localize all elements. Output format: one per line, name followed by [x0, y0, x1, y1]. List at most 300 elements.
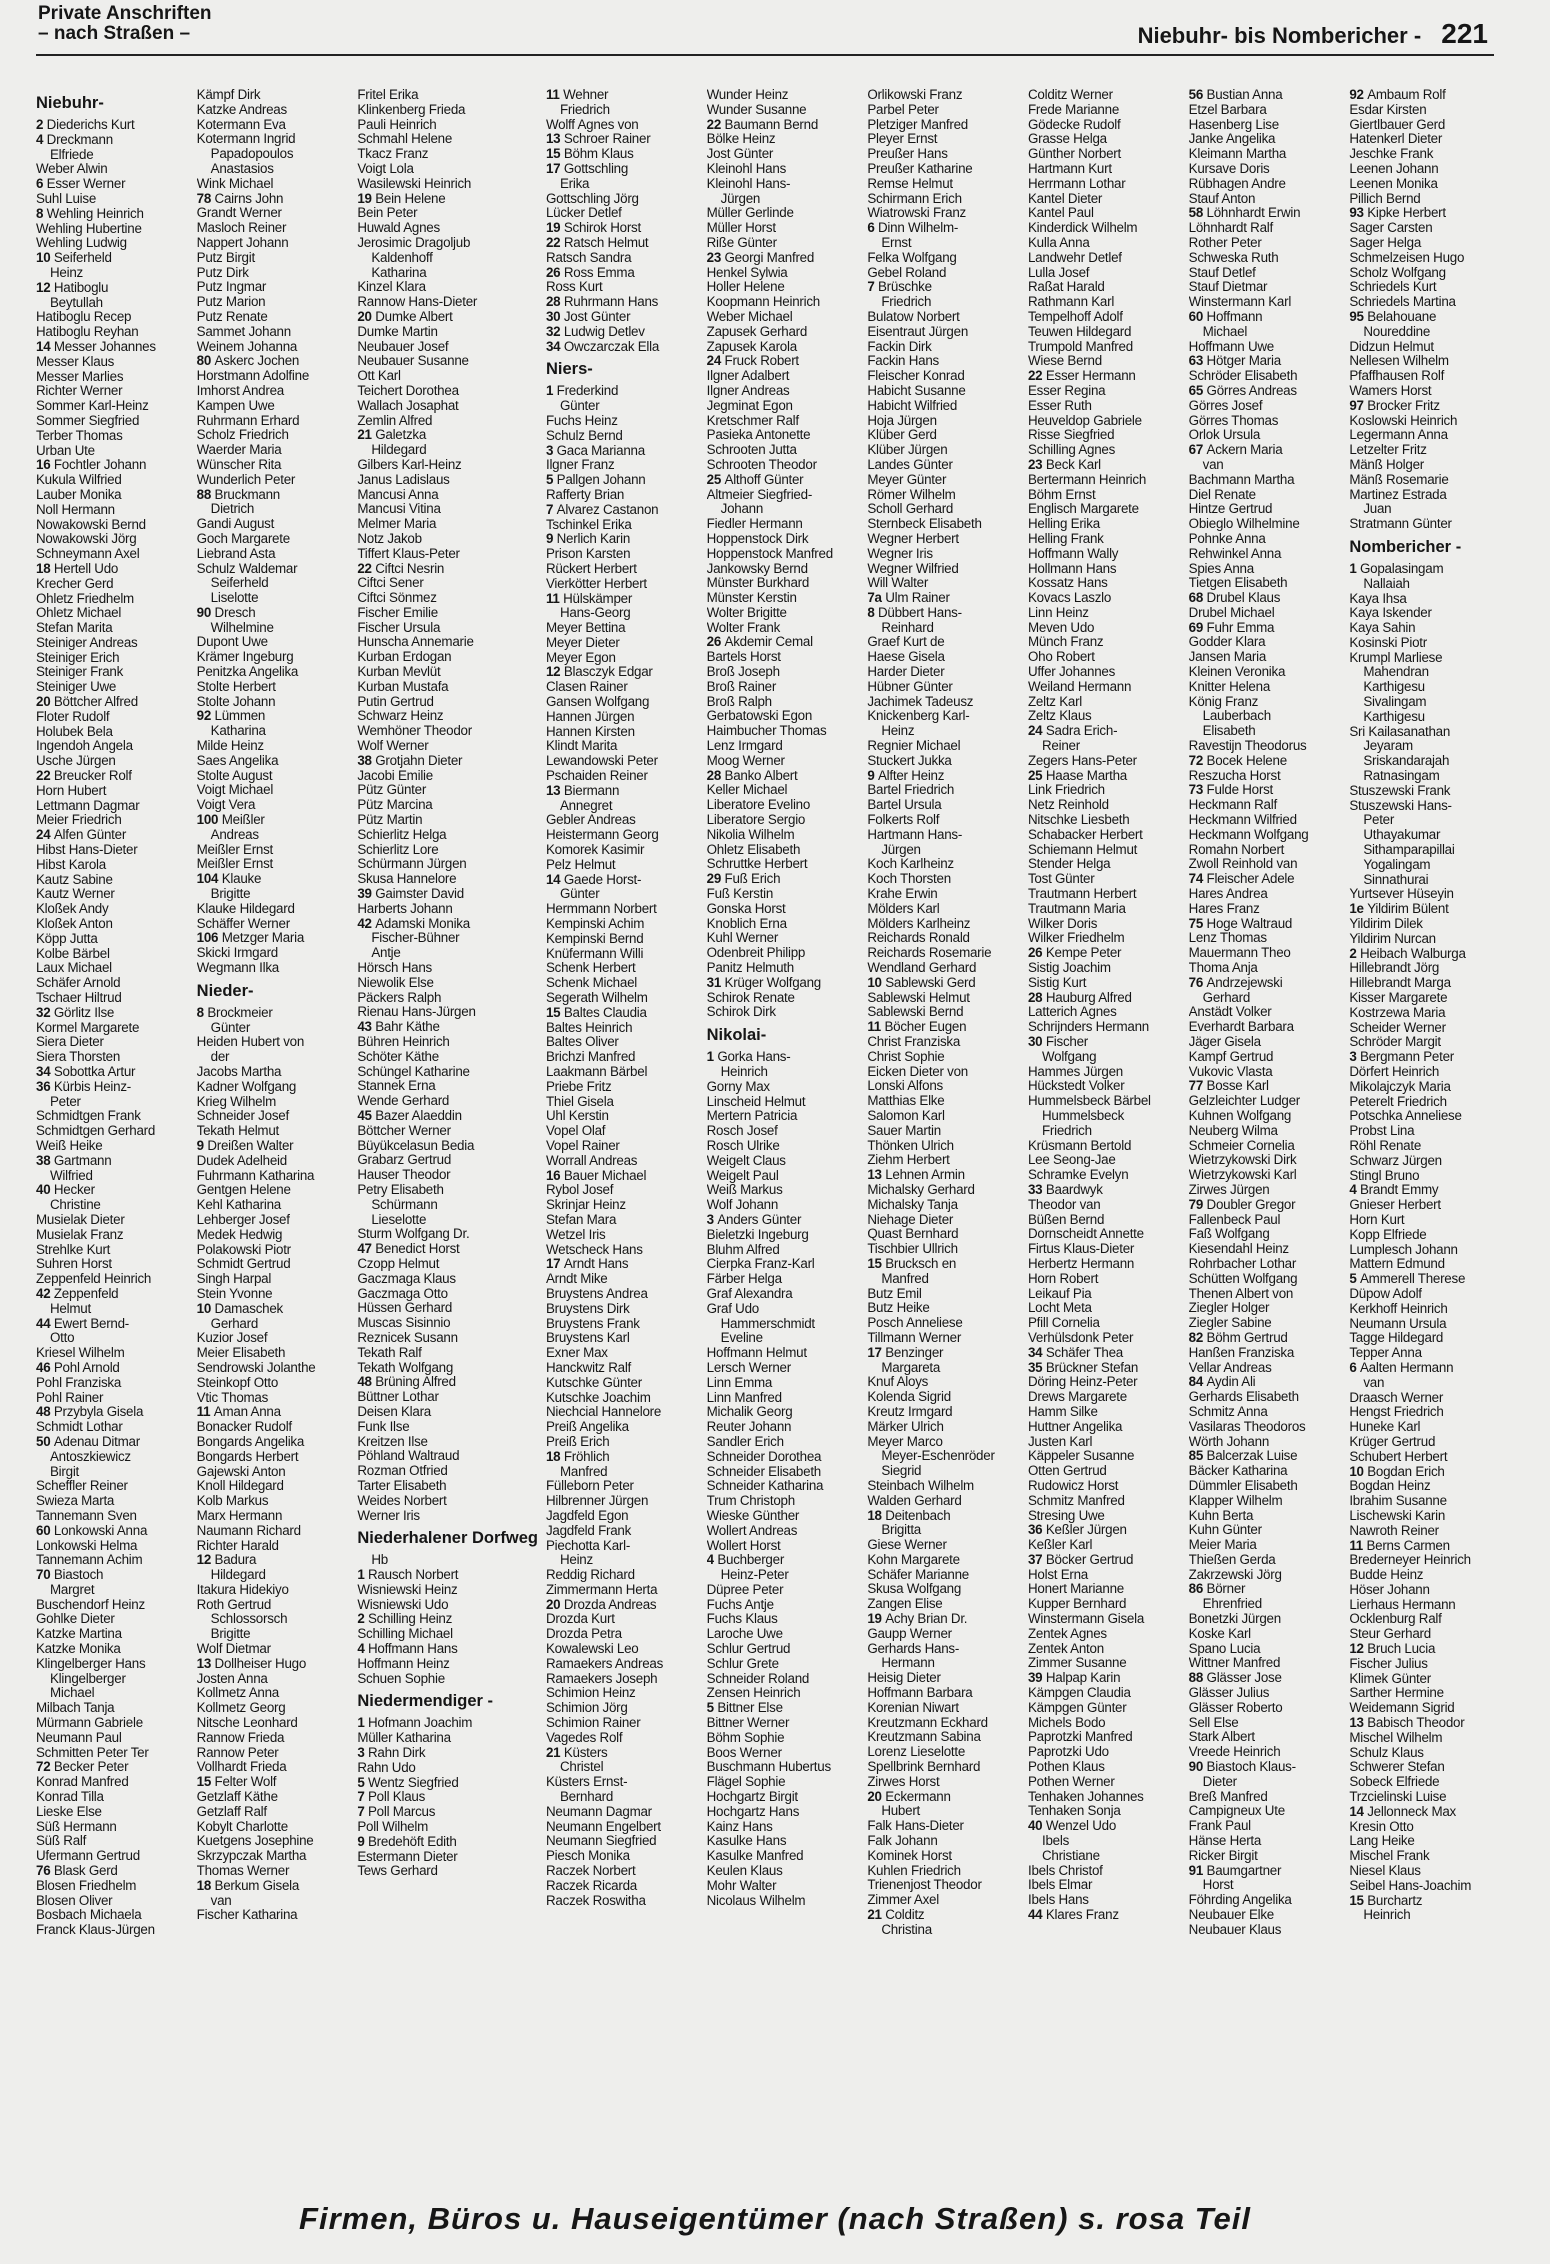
- resident-entry: Walden Gerhard: [867, 1493, 962, 1508]
- resident-entry: Klüber Gerd: [867, 428, 937, 443]
- house-number: 15: [545, 147, 564, 162]
- resident-entry: Schenk Michael: [545, 976, 637, 991]
- resident-entry: Hartmann Kurt: [1027, 161, 1112, 176]
- resident-entry: Vukovic Vlasta: [1188, 1064, 1273, 1079]
- house-number: 18: [36, 561, 54, 576]
- resident-entry: 18 Berkum Gisela: [196, 1878, 300, 1893]
- house-number: 20: [545, 1597, 564, 1612]
- resident-entry: 32 Ludwig Detlev: [545, 324, 645, 339]
- house-number: 34: [36, 1065, 54, 1079]
- resident-entry: Keller Michael: [706, 783, 788, 798]
- resident-entry: Krahe Erwin: [867, 887, 938, 902]
- resident-entry: Hatiboglu Recep: [36, 310, 132, 325]
- house-number: 65: [1188, 383, 1207, 398]
- resident-entry: Sendrowski Jolanthe: [196, 1360, 316, 1375]
- resident-entry: Preußer Katharine: [867, 161, 973, 176]
- resident-entry: Ross Kurt: [545, 280, 603, 295]
- house-number: 26: [545, 265, 564, 280]
- resident-entry: Kasulke Manfred: [706, 1849, 804, 1864]
- resident-entry: Faß Wolfgang: [1188, 1227, 1270, 1242]
- house-number: 4: [706, 1553, 718, 1568]
- resident-entry: Jagdfeld Frank: [545, 1523, 632, 1538]
- resident-entry: Andreas: [210, 827, 259, 842]
- resident-entry: Ernst: [881, 235, 912, 250]
- resident-entry: Nappert Johann: [196, 235, 289, 250]
- resident-entry: Muscas Sisinnio: [357, 1316, 451, 1331]
- resident-entry: Käppeler Susanne: [1027, 1449, 1135, 1464]
- house-number: 1: [545, 384, 557, 399]
- house-number: 12: [196, 1553, 215, 1568]
- resident-entry: Rother Peter: [1188, 235, 1262, 250]
- resident-entry: 15 Böhm Klaus: [545, 147, 634, 162]
- resident-entry: Sablewski Bernd: [867, 1005, 964, 1020]
- resident-entry: Weiß Heike: [36, 1138, 103, 1153]
- resident-entry: Klingelberger: [50, 1671, 126, 1686]
- resident-entry: Münster Kerstin: [706, 591, 797, 606]
- house-number: 90: [196, 605, 215, 620]
- header-subtitle: – nach Straßen –: [38, 23, 191, 44]
- resident-entry: Schubert Herbert: [1349, 1449, 1448, 1464]
- resident-entry: Manfred: [881, 1271, 929, 1286]
- resident-entry: Yogalingam: [1363, 857, 1431, 872]
- resident-entry: Meier Maria: [1188, 1538, 1257, 1553]
- resident-entry: Lorenz Lieselotte: [867, 1745, 966, 1760]
- resident-entry: Reznicek Susann: [357, 1330, 458, 1345]
- resident-entry: Didzun Helmut: [1349, 339, 1434, 354]
- resident-entry: 93 Kipke Herbert: [1349, 206, 1446, 221]
- resident-entry: Tepper Anna: [1349, 1346, 1422, 1361]
- resident-entry: Heinrich: [720, 1065, 768, 1079]
- resident-entry: Lonkowski Helma: [36, 1538, 138, 1553]
- resident-entry: Kollmetz Georg: [196, 1701, 286, 1716]
- resident-entry: Pothen Werner: [1027, 1774, 1115, 1789]
- resident-entry: Deisen Klara: [357, 1404, 431, 1419]
- resident-entry: Mischel Wilhelm: [1349, 1730, 1443, 1745]
- resident-entry: Scholz Wolfgang: [1349, 265, 1446, 280]
- resident-entry: Englisch Margarete: [1027, 502, 1139, 517]
- resident-entry: Weinem Johanna: [196, 339, 298, 354]
- resident-entry: Hoja Jürgen: [867, 413, 937, 428]
- resident-entry: Christiane: [1041, 1848, 1100, 1863]
- resident-entry: van: [210, 1893, 232, 1908]
- resident-entry: 14 Messer Johannes: [36, 339, 156, 354]
- resident-entry: Butz Heike: [867, 1301, 930, 1316]
- resident-entry: Katharina: [371, 265, 427, 280]
- resident-entry: Münch Franz: [1027, 635, 1104, 650]
- column-2: [197, 88, 350, 2180]
- house-number: 36: [36, 1079, 54, 1094]
- resident-entry: Janke Angelika: [1188, 132, 1276, 147]
- resident-entry: 4 Dreckmann: [36, 132, 113, 147]
- resident-entry: Falk Johann: [867, 1834, 938, 1849]
- resident-entry: Meyer-Eschenröder: [881, 1449, 995, 1464]
- resident-entry: Brichzi Manfred: [545, 1050, 636, 1065]
- resident-entry: Stolte Herbert: [196, 679, 276, 694]
- house-number: 42: [357, 916, 376, 931]
- house-number: 18: [196, 1878, 215, 1893]
- resident-entry: 38 Gartmann: [36, 1153, 112, 1168]
- resident-entry: Günter: [559, 399, 600, 414]
- resident-entry: Kaya Ihsa: [1349, 591, 1407, 606]
- resident-entry: Kleinohl Hans-: [706, 176, 791, 191]
- resident-entry: Anstädt Volker: [1188, 1005, 1272, 1020]
- resident-entry: Seibel Hans-Joachim: [1349, 1878, 1472, 1893]
- resident-entry: Hares Franz: [1188, 901, 1260, 916]
- resident-entry: Tenhaken Sonja: [1027, 1804, 1121, 1819]
- resident-entry: 104 Klauke: [196, 872, 262, 887]
- resident-entry: Ohletz Friedhelm: [36, 591, 134, 606]
- resident-entry: Bruystens Dirk: [545, 1301, 630, 1316]
- resident-entry: Michael: [1202, 324, 1248, 339]
- resident-entry: Ilgner Andreas: [706, 383, 790, 398]
- house-number: 13: [545, 132, 564, 147]
- resident-entry: 69 Fuhr Emma: [1188, 620, 1275, 635]
- resident-entry: 37 Böcker Gertrud: [1027, 1552, 1134, 1567]
- resident-entry: Broß Ralph: [706, 694, 772, 709]
- resident-entry: Kämpgen Claudia: [1027, 1686, 1131, 1701]
- resident-entry: Kreutz Irmgard: [867, 1404, 953, 1419]
- resident-entry: Stuckert Jukka: [867, 753, 952, 768]
- resident-entry: Lierhaus Hermann: [1349, 1597, 1456, 1612]
- resident-entry: Jegminat Egon: [706, 398, 793, 413]
- resident-entry: Seiferheld: [210, 576, 269, 591]
- resident-entry: Pohl Franziska: [36, 1375, 122, 1390]
- resident-entry: Krecher Gerd: [36, 576, 114, 591]
- resident-entry: Annegret: [559, 798, 613, 813]
- resident-entry: Klauke Hildegard: [196, 901, 295, 916]
- resident-entry: Laux Michael: [36, 961, 112, 976]
- resident-entry: Itakura Hidekiyo: [196, 1582, 289, 1597]
- resident-entry: 13 Schroer Rainer: [545, 132, 651, 147]
- resident-entry: Musielak Dieter: [36, 1212, 125, 1227]
- resident-entry: 56 Bustian Anna: [1188, 88, 1283, 102]
- resident-entry: Koch Thorsten: [867, 872, 951, 887]
- resident-entry: Horst: [1202, 1878, 1234, 1893]
- resident-entry: Sriskandarajah: [1363, 754, 1450, 769]
- resident-entry: Koslowski Heinrich: [1349, 413, 1458, 428]
- resident-entry: Hillebrandt Jörg: [1349, 961, 1440, 976]
- resident-entry: Trautmann Herbert: [1027, 887, 1137, 902]
- resident-entry: Yurtsever Hüseyin: [1349, 887, 1454, 902]
- house-number: 22: [1027, 369, 1046, 384]
- resident-entry: Siera Thorsten: [36, 1050, 121, 1065]
- resident-entry: 43 Bahr Käthe: [357, 1020, 440, 1035]
- resident-entry: Böhm Sophie: [706, 1730, 785, 1745]
- resident-entry: Klinkenberg Frieda: [357, 102, 466, 117]
- resident-entry: Liselotte: [210, 591, 259, 606]
- column-9: [1349, 88, 1502, 2180]
- resident-entry: Meyer Marco: [867, 1434, 943, 1449]
- resident-entry: Stuszewski Hans-: [1349, 798, 1452, 813]
- house-number: 7: [867, 280, 878, 295]
- resident-entry: Regnier Michael: [867, 739, 961, 754]
- resident-entry: Brigitta: [881, 1523, 921, 1538]
- resident-entry: Nitschke Liesbeth: [1027, 813, 1130, 828]
- resident-entry: Vollhardt Frieda: [196, 1760, 287, 1775]
- resident-entry: Paprotzki Manfred: [1027, 1730, 1133, 1745]
- resident-entry: 75 Hoge Waltraud: [1188, 916, 1293, 931]
- resident-entry: Liberatore Sergio: [706, 813, 806, 828]
- house-number: 22: [545, 235, 564, 250]
- resident-entry: Reichards Ronald: [867, 931, 970, 946]
- house-number: 10: [196, 1301, 215, 1316]
- resident-entry: Christel: [559, 1760, 604, 1775]
- resident-entry: 1 Frederkind: [545, 384, 619, 399]
- resident-entry: Raßat Harald: [1027, 280, 1105, 295]
- resident-entry: Wilfried: [50, 1168, 93, 1183]
- resident-entry: 18 Fröhlich: [545, 1449, 610, 1464]
- resident-entry: 77 Bosse Karl: [1188, 1079, 1269, 1094]
- house-number: 86: [1188, 1582, 1207, 1597]
- resident-entry: 44 Ewert Bernd-: [36, 1316, 130, 1331]
- resident-entry: Notz Jakob: [357, 531, 422, 546]
- resident-entry: Düpree Peter: [706, 1582, 784, 1597]
- resident-entry: Kuetgens Josephine: [196, 1834, 314, 1849]
- resident-entry: Schweska Ruth: [1188, 250, 1279, 265]
- resident-entry: Drozda Petra: [545, 1627, 622, 1642]
- resident-entry: Gaczmaga Klaus: [357, 1271, 456, 1286]
- resident-entry: Steur Gerhard: [1349, 1627, 1431, 1642]
- resident-entry: Wehling Hubertine: [36, 221, 142, 236]
- house-number: 14: [36, 339, 54, 354]
- resident-entry: Blosen Oliver: [36, 1893, 113, 1908]
- house-number: 5: [1349, 1272, 1360, 1287]
- resident-entry: Masloch Reiner: [196, 221, 287, 236]
- resident-entry: 36 Kürbis Heinz-: [36, 1079, 131, 1094]
- resident-entry: Skrinjar Heinz: [545, 1198, 626, 1213]
- house-number: 30: [1027, 1035, 1046, 1049]
- resident-entry: Fuß Kerstin: [706, 887, 774, 902]
- resident-entry: Riße Günter: [706, 235, 777, 250]
- house-number: 4: [1349, 1183, 1360, 1198]
- resident-entry: Heinz: [50, 265, 83, 280]
- resident-entry: Meyer Egon: [545, 650, 616, 665]
- resident-entry: Schmitz Anna: [1188, 1404, 1268, 1419]
- resident-entry: Wegner Herbert: [867, 531, 959, 546]
- resident-entry: Salomon Karl: [867, 1108, 945, 1123]
- resident-entry: Suhl Luise: [36, 191, 97, 206]
- resident-entry: Michalik Georg: [706, 1405, 793, 1420]
- resident-entry: Sager Helga: [1349, 235, 1422, 250]
- resident-entry: Pütz Martin: [357, 813, 423, 828]
- resident-entry: Schlur Gertrud: [706, 1642, 791, 1657]
- house-number: 2: [36, 118, 47, 132]
- resident-entry: Skrzypczak Martha: [196, 1849, 307, 1864]
- resident-entry: Vellar Andreas: [1188, 1360, 1272, 1375]
- resident-entry: 100 Meißler: [196, 813, 265, 828]
- resident-entry: Neubauer Susanne: [357, 354, 469, 369]
- resident-entry: Gerhards Elisabeth: [1188, 1390, 1299, 1405]
- resident-entry: Kantel Paul: [1027, 206, 1094, 221]
- resident-entry: Klimek Günter: [1349, 1671, 1431, 1686]
- resident-entry: Drubel Michael: [1188, 605, 1275, 620]
- house-number: 106: [196, 931, 222, 946]
- resident-entry: Leenen Johann: [1349, 161, 1439, 176]
- resident-entry: Schriedels Martina: [1349, 295, 1456, 310]
- resident-entry: Kaldenhoff: [371, 250, 433, 265]
- resident-entry: Zemlin Alfred: [357, 413, 433, 428]
- resident-entry: 60 Hoffmann: [1188, 309, 1263, 324]
- resident-entry: Drozda Kurt: [545, 1612, 615, 1627]
- resident-entry: Bluhm Alfred: [706, 1242, 780, 1257]
- resident-entry: Pfaffhausen Rolf: [1349, 369, 1445, 384]
- resident-entry: Schneider Dorothea: [706, 1449, 822, 1464]
- resident-entry: Dörfert Heinrich: [1349, 1065, 1440, 1079]
- resident-entry: Sivalingam: [1363, 695, 1427, 710]
- resident-entry: Pleyer Ernst: [867, 132, 938, 147]
- resident-entry: Esser Ruth: [1027, 398, 1092, 413]
- resident-entry: Jäger Gisela: [1188, 1035, 1261, 1049]
- house-number: 24: [1027, 724, 1046, 739]
- house-number: 73: [1188, 783, 1207, 798]
- resident-entry: Hoffmann Wally: [1027, 546, 1119, 561]
- resident-entry: Föhrding Angelika: [1188, 1893, 1292, 1908]
- resident-entry: Kopp Elfriede: [1349, 1227, 1427, 1242]
- resident-entry: Schmitten Peter Ter: [36, 1745, 149, 1760]
- resident-entry: Kadner Wolfgang: [196, 1079, 297, 1094]
- resident-entry: Nowakowski Jörg: [36, 532, 137, 547]
- resident-entry: Mölders Karl: [867, 901, 940, 916]
- resident-entry: Oho Robert: [1027, 650, 1095, 665]
- resident-entry: 17 Gottschling: [545, 161, 629, 176]
- resident-entry: Mänß Rosemarie: [1349, 472, 1449, 487]
- resident-entry: Hübner Günter: [867, 679, 953, 694]
- resident-entry: Krämer Ingeburg: [196, 650, 294, 665]
- resident-entry: Lischewski Karin: [1349, 1508, 1446, 1523]
- header-title: Private Anschriften: [38, 3, 212, 24]
- house-number: 9: [357, 1834, 368, 1849]
- resident-entry: Kollmetz Anna: [196, 1686, 280, 1701]
- resident-entry: Lulla Josef: [1027, 265, 1090, 280]
- house-number: 60: [36, 1523, 54, 1538]
- house-number: 5: [357, 1775, 368, 1790]
- resident-entry: Justen Karl: [1027, 1434, 1093, 1449]
- resident-entry: Tannemann Achim: [36, 1553, 143, 1568]
- resident-entry: Gnieser Herbert: [1349, 1198, 1441, 1213]
- resident-entry: Pauli Heinrich: [357, 117, 437, 132]
- resident-entry: Christ Franziska: [867, 1035, 961, 1049]
- resident-entry: Meier Elisabeth: [196, 1346, 286, 1361]
- resident-entry: Schöter Käthe: [357, 1049, 439, 1064]
- resident-entry: Kurban Mevlüt: [357, 665, 441, 680]
- house-number: 92: [1349, 88, 1368, 102]
- resident-entry: Linn Heinz: [1027, 605, 1089, 620]
- resident-entry: Jacobi Emilie: [357, 768, 433, 783]
- house-number: 34: [545, 339, 564, 354]
- house-number: 15: [545, 1005, 564, 1020]
- resident-entry: Penitzka Angelika: [196, 665, 299, 680]
- column-7: [1028, 88, 1181, 2180]
- house-number: 26: [1027, 946, 1046, 961]
- resident-entry: Moog Werner: [706, 753, 785, 768]
- resident-entry: 65 Görres Andreas: [1188, 383, 1297, 398]
- resident-entry: Zwoll Reinhold van: [1188, 857, 1298, 872]
- resident-entry: Schneymann Axel: [36, 547, 140, 562]
- house-number: 75: [1188, 916, 1207, 931]
- resident-entry: Sager Carsten: [1349, 221, 1433, 236]
- resident-entry: Wörth Johann: [1188, 1434, 1270, 1449]
- house-number: 47: [357, 1242, 376, 1257]
- resident-entry: Rannow Hans-Dieter: [357, 295, 478, 310]
- resident-entry: Schneider Roland: [706, 1671, 810, 1686]
- house-number: 12: [36, 280, 54, 295]
- resident-entry: Tannemann Sven: [36, 1508, 137, 1523]
- column-8: [1189, 88, 1342, 2180]
- resident-entry: Vreede Heinrich: [1188, 1745, 1281, 1760]
- resident-entry: Siera Dieter: [36, 1035, 104, 1050]
- resident-entry: 40 Hecker: [36, 1183, 95, 1198]
- resident-entry: Werner Iris: [357, 1508, 420, 1523]
- column-5: [707, 88, 860, 2180]
- resident-entry: Pöhland Waltraud: [357, 1449, 460, 1464]
- resident-entry: Pasieka Antonette: [706, 428, 811, 443]
- resident-entry: Richter Harald: [196, 1538, 279, 1553]
- resident-entry: Bonetzki Jürgen: [1188, 1612, 1281, 1627]
- resident-entry: 42 Zeppenfeld: [36, 1286, 119, 1301]
- house-number: 7: [545, 502, 557, 517]
- house-number: 38: [36, 1153, 54, 1168]
- resident-entry: Putin Gertrud: [357, 694, 434, 709]
- resident-entry: Wegner Wilfried: [867, 561, 959, 576]
- house-number: 92: [196, 709, 215, 724]
- resident-entry: Rathmann Karl: [1027, 295, 1115, 310]
- resident-entry: Rienau Hans-Jürgen: [357, 1005, 476, 1020]
- resident-entry: Tekath Wolfgang: [357, 1360, 454, 1375]
- resident-entry: Linn Manfred: [706, 1390, 782, 1405]
- house-number: 21: [357, 428, 376, 443]
- resident-entry: Schriedels Kurt: [1349, 280, 1437, 295]
- house-number: 8: [36, 206, 47, 221]
- resident-entry: Pütz Marcina: [357, 798, 433, 813]
- resident-entry: Jerosimic Dragoljub: [357, 235, 471, 250]
- resident-entry: Rafferty Brian: [545, 487, 625, 502]
- resident-entry: Hollmann Hans: [1027, 561, 1117, 576]
- house-number: 18: [545, 1449, 564, 1464]
- resident-entry: 5 Wentz Siegfried: [357, 1775, 459, 1790]
- resident-entry: Kresin Otto: [1349, 1819, 1414, 1834]
- resident-entry: Brigitte: [210, 1627, 251, 1642]
- resident-entry: Stender Helga: [1027, 857, 1111, 872]
- resident-entry: Noll Hermann: [36, 502, 115, 517]
- resident-entry: Hammerschmidt: [720, 1316, 815, 1331]
- resident-entry: Hochgartz Birgit: [706, 1790, 798, 1805]
- resident-entry: Meven Udo: [1027, 620, 1095, 635]
- resident-entry: 13 Babisch Theodor: [1349, 1716, 1465, 1731]
- resident-entry: Christ Sophie: [867, 1049, 945, 1064]
- resident-entry: Musielak Franz: [36, 1227, 124, 1242]
- resident-entry: Putz Ingmar: [196, 280, 267, 295]
- resident-entry: Wisniewski Udo: [357, 1597, 449, 1612]
- house-number: 72: [36, 1760, 54, 1775]
- house-number: 88: [196, 487, 215, 502]
- resident-entry: Schiemann Helmut: [1027, 842, 1138, 857]
- resident-entry: Lee Seong-Jae: [1027, 1153, 1116, 1168]
- resident-entry: Bosbach Michaela: [36, 1908, 142, 1923]
- page-number: 221: [1441, 18, 1488, 49]
- resident-entry: Imhorst Andrea: [196, 383, 284, 398]
- resident-entry: Schneider Katharina: [706, 1479, 824, 1494]
- resident-entry: Thenen Albert von: [1188, 1286, 1294, 1301]
- resident-entry: 20 Drozda Andreas: [545, 1597, 657, 1612]
- resident-entry: Jagdfeld Egon: [545, 1508, 629, 1523]
- house-number: 93: [1349, 206, 1368, 221]
- resident-entry: 48 Przybyla Gisela: [36, 1405, 144, 1420]
- resident-entry: Kukula Wilfried: [36, 473, 122, 488]
- resident-entry: Ravestijn Theodorus: [1188, 739, 1307, 754]
- resident-entry: Kleinen Veronika: [1188, 665, 1286, 680]
- resident-entry: Wetscheck Hans: [545, 1242, 643, 1257]
- resident-entry: 25 Haase Martha: [1027, 768, 1127, 783]
